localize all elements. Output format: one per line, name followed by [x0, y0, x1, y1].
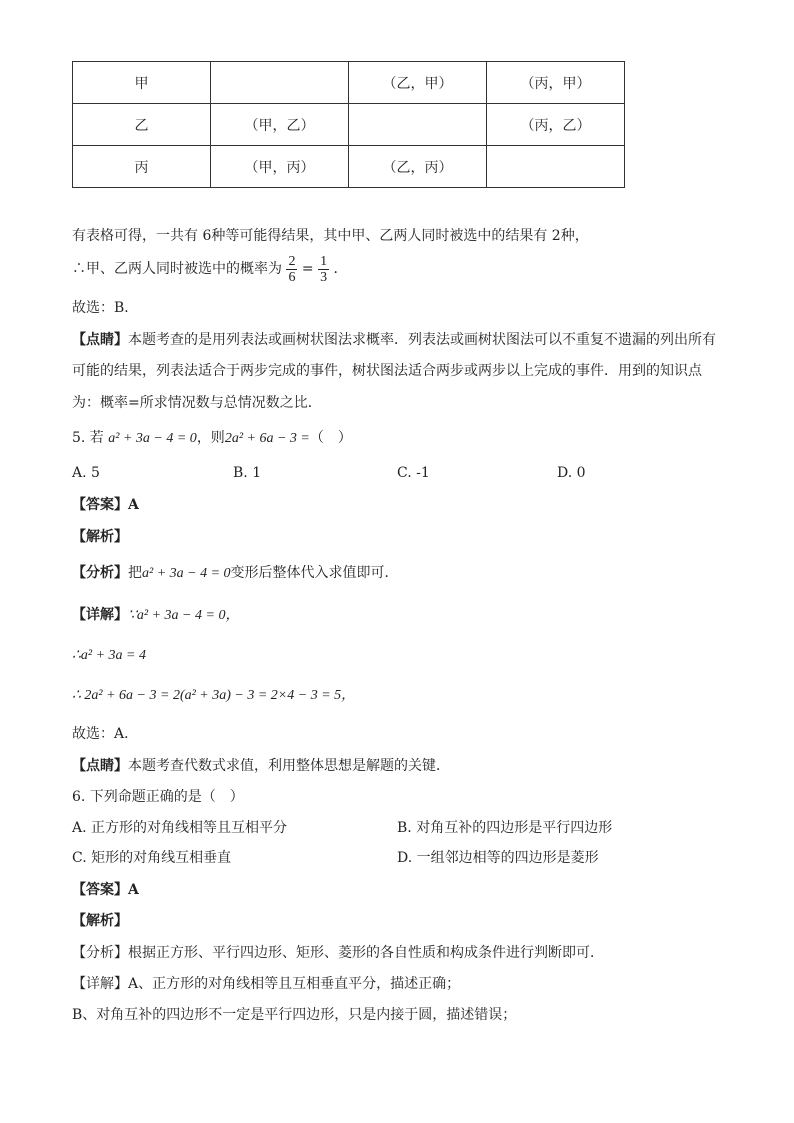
q5-detail-line-1 — [72, 605, 239, 626]
q6-option-a: A. 正方形的对角线相等且互相平分 — [72, 820, 288, 836]
q6-detail-line-1: 【详解】A、正方形的对角线相等且互相垂直平分，描述正确； — [72, 976, 461, 992]
fraction-numerator: 2 — [288, 253, 296, 269]
fraction-1-3 — [318, 254, 329, 285]
q6-fenxi: 【分析】根据正方形、平行四边形、矩形、菱形的各自性质和构成条件进行判断即可． — [72, 945, 604, 961]
q6-analysis-tag: 【解析】 — [72, 913, 128, 929]
fenxi-post: 变形后整体代入求值即可． — [230, 565, 399, 581]
table-cell: （甲，丙） — [211, 146, 349, 188]
table-cell — [211, 62, 349, 104]
fraction-2-6 — [286, 254, 297, 285]
table-cell — [349, 104, 487, 146]
table-row — [73, 146, 625, 188]
q5-option-c: C. -1 — [397, 465, 430, 481]
q5-choice: 故选：A． — [72, 726, 139, 742]
q5-option-d: D. 0 — [557, 465, 586, 481]
q4-comment-line-3: 为：概率=所求情况数与总情况数之比． — [72, 395, 322, 411]
q5-option-a: A. 5 — [72, 465, 100, 481]
q4-comment-line-2: 可能的结果，列表法适合于两步完成的事件，树状图法适合两步或两步以上完成的事件．用到的知识点 — [72, 363, 702, 379]
table-cell: （丙，甲） — [487, 62, 625, 104]
q5-option-b: B. 1 — [233, 465, 262, 481]
table-row — [73, 104, 625, 146]
period: ． — [333, 261, 348, 277]
q5-stem — [72, 428, 352, 449]
table-cell — [487, 146, 625, 188]
q4-comment-line-1 — [72, 330, 716, 350]
q4-probability-text: ∴甲、乙两人同时被选中的概率为 — [72, 261, 282, 277]
table-cell: 甲 — [73, 62, 211, 104]
comment-tag: 【点睛】 — [72, 332, 128, 348]
detail-equation-1: ∵a² + 3a − 4 = 0， — [128, 608, 240, 623]
q6-option-d: D. 一组邻边相等的四边形是菱形 — [397, 850, 599, 866]
q4-result-line: 有表格可得，一共有 6种等可能得结果，其中甲、乙两人同时被选中的结果有 2种， — [72, 228, 589, 244]
q6-stem: 6. 下列命题正确的是（ ） — [72, 789, 244, 805]
q6-detail-line-2: B、对角互补的四边形不一定是平行四边形，只是内接于圆，描述错误； — [72, 1007, 517, 1023]
fenxi-tag: 【分析】 — [72, 565, 128, 581]
outcome-table — [72, 61, 625, 188]
q5-equation-2: 2a² + 6a − 3 = — [224, 431, 310, 446]
fraction-denominator: 3 — [320, 269, 328, 285]
q5-stem-mid: ，则 — [196, 430, 225, 446]
comment-tag: 【点睛】 — [72, 758, 128, 774]
q6-option-b: B. 对角互补的四边形是平行四边形 — [397, 820, 613, 836]
q4-choice: 故选：B． — [72, 300, 139, 316]
fraction-numerator: 1 — [320, 253, 328, 269]
table-cell: （乙，甲） — [349, 62, 487, 104]
q6-answer: 【答案】A — [72, 882, 139, 898]
table-cell: 丙 — [73, 146, 211, 188]
q5-detail-line-2: ∴a² + 3a = 4 — [72, 648, 146, 663]
table-cell: 乙 — [73, 104, 211, 146]
table-cell: （丙，乙） — [487, 104, 625, 146]
fenxi-equation: a² + 3a − 4 = 0 — [142, 566, 231, 581]
q5-stem-suffix: （ ） — [309, 430, 352, 446]
q5-detail-line-3: ∴ 2a² + 6a − 3 = 2(a² + 3a) − 3 = 2×4 − 3 = 5， — [72, 688, 356, 703]
table-cell: （甲，乙） — [211, 104, 349, 146]
q4-probability-line — [72, 252, 348, 286]
q5-answer: 【答案】A — [72, 497, 139, 513]
detail-tag: 【详解】 — [72, 607, 128, 623]
q5-stem-prefix: 5. 若 — [72, 430, 104, 446]
table-row — [73, 62, 625, 104]
fenxi-pre: 把 — [128, 565, 142, 581]
q5-analysis-tag: 【解析】 — [72, 529, 128, 545]
q5-fenxi — [72, 563, 399, 584]
q6-option-c: C. 矩形的对角线互相垂直 — [72, 850, 232, 866]
q5-comment — [72, 756, 450, 776]
comment-text: 本题考查的是用列表法或画树状图法求概率．列表法或画树状图法可以不重复不遗漏的列出所有 — [128, 332, 716, 348]
table-cell: （乙，丙） — [349, 146, 487, 188]
q5-equation-1: a² + 3a − 4 = 0 — [108, 431, 197, 446]
fraction-denominator: 6 — [288, 269, 296, 285]
equals-sign: = — [301, 261, 314, 277]
comment-text: 本题考查代数式求值，利用整体思想是解题的关键． — [128, 758, 450, 774]
